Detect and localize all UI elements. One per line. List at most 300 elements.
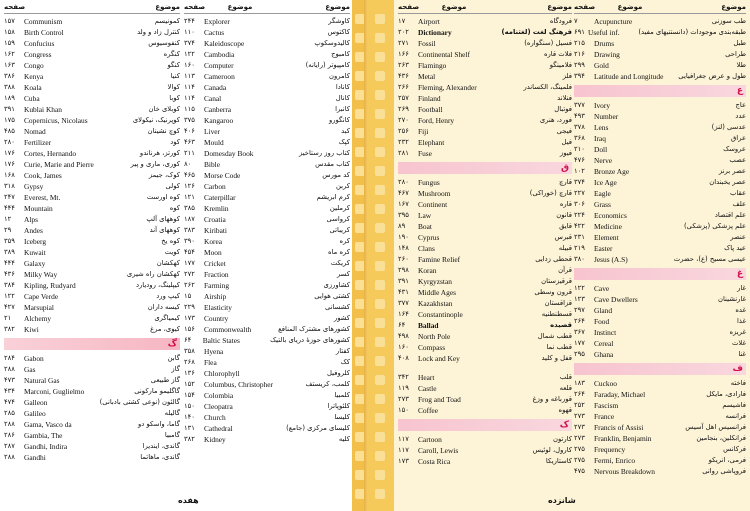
topic-english: Ballad	[418, 321, 439, 330]
topic-english: Kaleidoscope	[204, 39, 245, 48]
index-row	[4, 302, 180, 313]
index-row	[398, 394, 572, 405]
page-number: ۲۱۹	[574, 244, 585, 252]
topic-persian: قحطی زدایی	[535, 255, 572, 263]
topic-english: Lens	[594, 123, 609, 132]
topic-english: Carbon	[204, 182, 226, 191]
header-topic: موضوع	[547, 3, 572, 11]
topic-persian: طراحی	[725, 50, 746, 58]
topic-persian: گالیله	[164, 409, 180, 417]
topic-persian: فرهنگ لغت (لغتنامه)	[501, 28, 572, 36]
index-row	[574, 188, 746, 199]
topic-english: Explorer	[204, 17, 230, 26]
page-number: ۲۷۳	[574, 412, 585, 420]
index-row	[574, 122, 746, 133]
topic-english: Number	[594, 112, 619, 121]
topic-persian: کوک، جیمز	[148, 171, 180, 179]
topic-persian: کنترل زاد و ولد	[137, 28, 180, 36]
column-header	[398, 2, 572, 14]
topic-english: Cartoon	[418, 435, 442, 444]
topic-persian: کهکشان	[156, 259, 180, 267]
topic-english: Useful inf.	[588, 28, 620, 37]
index-row	[4, 192, 180, 203]
index-row	[398, 342, 572, 353]
topic-english: Castle	[418, 384, 437, 393]
page-number: ۳۸۵	[184, 204, 195, 212]
topic-persian: علم اقتصاد	[714, 211, 746, 219]
topic-english: Gas	[24, 365, 36, 374]
index-row	[398, 243, 572, 254]
topic-persian: کلمب، کریستف	[305, 380, 350, 388]
page-number: ۲۶۴	[574, 317, 585, 325]
index-row	[4, 82, 180, 93]
page-number: ۸۹	[398, 222, 406, 230]
topic-persian: کلروفیل	[327, 369, 350, 377]
topic-persian: کره ماه	[328, 248, 350, 256]
page-number: ۳۰۶	[574, 200, 585, 208]
topic-persian: کرم ابریشم	[316, 193, 350, 201]
topic-persian: قطب شمال	[537, 332, 572, 340]
index-row	[574, 349, 746, 360]
topic-persian: کاکتوس	[327, 28, 350, 36]
topic-english: Kidney	[204, 435, 226, 444]
index-row	[184, 346, 350, 357]
topic-english: Moon	[204, 248, 222, 257]
page-number: ۲۹۷	[574, 306, 585, 314]
decor-square	[375, 394, 385, 404]
decor-square	[375, 90, 385, 100]
page-number: ۴۷۳	[4, 376, 15, 384]
section-letter-fa: ف	[574, 363, 746, 375]
topic-persian: کنگو	[167, 61, 180, 69]
index-row	[574, 283, 746, 294]
index-row	[184, 214, 350, 225]
header-topic: موضوع	[325, 3, 350, 11]
topic-english: Cereal	[594, 339, 614, 348]
index-column-left-inner	[184, 2, 350, 445]
topic-persian: قبیله	[558, 244, 572, 252]
header-topic-en: موضوع	[227, 3, 253, 11]
index-row	[184, 137, 350, 148]
page-number: ۲۸۰	[4, 138, 15, 146]
page-number: ۴۹۳	[574, 112, 585, 120]
page-number: ۱۵۴	[184, 391, 195, 399]
decor-square	[375, 185, 385, 195]
topic-english: Caterpillar	[204, 193, 236, 202]
topic-english: Natural Gas	[24, 376, 60, 385]
topic-english: Galleon	[24, 398, 48, 407]
column-header	[4, 2, 180, 14]
page-number: ۱۱۴	[184, 94, 195, 102]
page-number: ۱۵۷	[4, 17, 15, 25]
page-number: ۱۵۶	[184, 325, 195, 333]
page-number: ۱۵۸	[4, 28, 15, 36]
decor-square	[375, 280, 385, 290]
header-topic: موضوع	[721, 3, 746, 11]
index-row	[4, 353, 180, 364]
index-row	[398, 16, 572, 27]
topic-english: Cyprus	[418, 233, 440, 242]
page-number: ۲۷۵	[574, 456, 585, 464]
topic-persian: عید پاک	[724, 244, 746, 252]
topic-persian: قانون	[556, 211, 572, 219]
topic-persian: گاگلیمو مارکونی	[134, 387, 180, 395]
topic-english: Frog and Toad	[418, 395, 461, 404]
topic-english: Eagle	[594, 189, 611, 198]
index-row	[184, 401, 350, 412]
page-number: ۳۹۱	[4, 105, 15, 113]
index-row	[4, 203, 180, 214]
topic-persian: کلیسا	[334, 413, 350, 421]
topic-english: Morse Code	[204, 171, 241, 180]
topic-persian: فیجی	[556, 127, 572, 135]
topic-english: Baltic States	[202, 336, 240, 345]
page-number: ۳۸۰	[574, 255, 585, 263]
topic-persian: کشورهای مشترک المنافع	[278, 325, 350, 333]
topic-persian: گاندی، ماهاتما	[140, 453, 180, 461]
index-row	[184, 115, 350, 126]
topic-english: Gypsy	[24, 182, 44, 191]
index-row	[398, 276, 572, 287]
page-number: ۲۵۷	[398, 94, 409, 102]
topic-persian: قطب نما	[546, 343, 572, 351]
index-row	[184, 390, 350, 401]
index-row	[4, 313, 180, 324]
index-row	[574, 389, 746, 400]
page-number: ۲۱	[4, 314, 12, 322]
index-row	[184, 302, 350, 313]
page-number: ۳۷۴	[574, 178, 585, 186]
topic-persian: عروسک	[723, 145, 746, 153]
page-number: ۱۱۷	[398, 446, 409, 454]
index-row	[398, 445, 572, 456]
page-number: ۱۸۷	[184, 215, 195, 223]
index-row	[4, 60, 180, 71]
page-number: ۱۲۲	[184, 50, 195, 58]
topic-english: Copernicus, Nicolaus	[24, 116, 88, 125]
topic-persian: عدد	[735, 112, 746, 120]
index-row	[398, 456, 572, 467]
index-row	[574, 27, 746, 38]
page-number: ۴۰۶	[184, 127, 195, 135]
page-number: ۳۸۶	[4, 72, 15, 80]
topic-persian: عصر یخبندان	[709, 178, 746, 186]
page-number: ۲۱۱	[184, 149, 195, 157]
index-row	[398, 210, 572, 221]
header-topic: موضوع	[155, 3, 180, 11]
topic-persian: فلمینگ، الکساندر	[523, 83, 572, 91]
page-number: ۲۸۵	[4, 409, 15, 417]
index-row	[398, 177, 572, 188]
topic-english: Dictionary	[418, 28, 452, 37]
topic-english: Canal	[204, 94, 222, 103]
page-number: ۱۷۷	[184, 259, 195, 267]
topic-persian: کوبلای خان	[148, 105, 180, 113]
index-row	[574, 378, 746, 389]
topic-persian: قفل و کلید	[541, 354, 572, 362]
topic-english: Lock and Key	[418, 354, 460, 363]
page-number: ۱۵۹	[4, 39, 15, 47]
topic-english: Canada	[204, 83, 227, 92]
topic-english: Communism	[24, 17, 63, 26]
topic-persian: کانبرا	[335, 105, 350, 113]
page-number: ۲۸۴	[4, 354, 15, 362]
topic-persian: کارتون	[553, 435, 572, 443]
page-number: ۴۷۵	[574, 467, 585, 475]
decor-square	[375, 242, 385, 252]
topic-english: Church	[204, 413, 226, 422]
page-number: ۱۵۰	[184, 402, 195, 410]
index-row	[4, 291, 180, 302]
topic-english: Iraq	[594, 134, 606, 143]
topic-persian: کورتز، هرناندو	[139, 149, 180, 157]
index-row	[574, 316, 746, 327]
page-number: ۲۵۲	[574, 401, 585, 409]
topic-english: Marsupial	[24, 303, 54, 312]
index-row	[574, 111, 746, 122]
page-number: ۲۶۳	[398, 61, 409, 69]
topic-english: Alps	[24, 215, 38, 224]
page-number: ۳۵۹	[4, 237, 15, 245]
page-number: ۱۵	[184, 292, 192, 300]
index-row	[4, 170, 180, 181]
topic-persian: فرمی، انریکو	[708, 456, 746, 464]
topic-persian: قورباغه و وزغ	[532, 395, 572, 403]
page-number: ۲۹۸	[398, 266, 409, 274]
page-number: ۳۵۸	[184, 347, 195, 355]
index-row	[398, 405, 572, 416]
page-number: ۱۴۰	[184, 413, 195, 421]
index-row	[574, 221, 746, 232]
topic-persian: کوالا	[167, 83, 180, 91]
page-number: ۱۲	[4, 215, 12, 223]
topic-english: Ghana	[594, 350, 614, 359]
index-row	[184, 236, 350, 247]
topic-persian: کامرون	[329, 72, 350, 80]
topic-persian: کوه یخ	[161, 237, 180, 245]
topic-english: Coffee	[418, 406, 438, 415]
index-row	[398, 82, 572, 93]
topic-persian: قایق	[559, 222, 572, 230]
page-number: ۳۸۳	[184, 226, 195, 234]
topic-persian: طبقه‌بندی موجودات (دانستنیهای مفید)	[638, 28, 746, 36]
index-row	[4, 397, 180, 408]
topic-persian: کربن	[335, 182, 350, 190]
page-number: ۱۲۶	[184, 182, 195, 190]
page-number: ۳۸۲	[184, 435, 195, 443]
index-row	[184, 192, 350, 203]
topic-english: Doll	[594, 145, 608, 154]
topic-english: Fascism	[594, 401, 619, 410]
topic-persian: طب سوزنی	[711, 17, 746, 25]
topic-persian: کویت	[164, 248, 180, 256]
page-number: ۲۱۰	[574, 145, 585, 153]
topic-english: Football	[418, 105, 443, 114]
topic-english: Farming	[204, 281, 230, 290]
page-number: ۱۷۷	[574, 339, 585, 347]
index-row	[4, 126, 180, 137]
header-topic-en: موضوع	[441, 3, 467, 11]
topic-persian: کوری، ماری و پیر	[130, 160, 180, 168]
topic-persian: گاز	[171, 365, 180, 373]
topic-persian: کاوشگر	[328, 17, 350, 25]
header-page: صفحه	[398, 3, 420, 11]
topic-english: Cook, James	[24, 171, 62, 180]
topic-persian: غار	[737, 284, 746, 292]
index-row	[398, 434, 572, 445]
header-topic-en: موضوع	[617, 3, 643, 11]
page-number: ۱۱۹	[398, 384, 409, 392]
section-letter-kaf: ک	[398, 419, 572, 431]
topic-persian: کانگورو	[328, 116, 350, 124]
page-number: ۳۹۵	[398, 211, 409, 219]
topic-persian: کوپرنیک، نیکولای	[132, 116, 180, 124]
topic-english: Nerve	[594, 156, 613, 165]
topic-persian: غنا	[738, 350, 746, 358]
index-row	[184, 159, 350, 170]
page-number: ۴۳۶	[4, 270, 15, 278]
topic-english: Confucius	[24, 39, 55, 48]
page-number: ۱۶۴	[398, 310, 409, 318]
topic-persian: کوچ نشینان	[147, 127, 180, 135]
topic-english: Iceberg	[24, 237, 47, 246]
page-number: ۱۱۳	[184, 72, 195, 80]
topic-persian: کوههای آلپ	[146, 215, 180, 223]
topic-persian: قلعه	[559, 384, 572, 392]
topic-persian: فرکانس	[723, 445, 746, 453]
topic-english: Kazakhstan	[418, 299, 453, 308]
topic-english: Everest, Mt.	[24, 193, 61, 202]
index-row	[574, 254, 746, 265]
page-number: ۴۳۶	[398, 72, 409, 80]
page-number: ۲۹۹	[574, 61, 585, 69]
topic-english: Kangaroo	[204, 116, 234, 125]
topic-persian: قاره	[559, 200, 572, 208]
page-number: ۴۰۸	[398, 354, 409, 362]
topic-english: Middle Ages	[418, 288, 456, 297]
index-row	[184, 225, 350, 236]
index-row	[184, 60, 350, 71]
topic-english: Gold	[594, 61, 609, 70]
page-number: ۱۷	[398, 17, 406, 25]
page-number: ۲۷۱	[398, 39, 409, 47]
page-number: ۳۷۷	[574, 101, 585, 109]
topic-persian: فلامینگو	[549, 61, 572, 69]
index-row	[574, 243, 746, 254]
index-row	[574, 166, 746, 177]
page-number: ۲۴۴	[184, 17, 195, 25]
index-row	[184, 203, 350, 214]
topic-persian: کوه	[169, 204, 180, 212]
index-column-right-inner	[398, 2, 572, 467]
topic-english: Kiwi	[24, 325, 39, 334]
page-number: ۱۸۹	[4, 94, 15, 102]
topic-english: Elasticity	[204, 303, 232, 312]
page-number: ۱۱۰	[184, 28, 195, 36]
topic-english: France	[594, 412, 615, 421]
topic-english: Cuckoo	[594, 379, 617, 388]
index-row	[574, 400, 746, 411]
index-row	[398, 265, 572, 276]
topic-english: Cathedral	[204, 424, 233, 433]
index-row	[4, 247, 180, 258]
topic-persian: گابن	[167, 354, 180, 362]
topic-english: Marconi, Guglielmo	[24, 387, 85, 396]
index-row	[4, 441, 180, 452]
page-number: ۳۷۴	[184, 39, 195, 47]
page-number: ۱۲۲	[574, 284, 585, 292]
index-row	[574, 422, 746, 433]
page-number: ۴۳۱	[398, 288, 409, 296]
index-row	[574, 411, 746, 422]
topic-english: Cave Dwellers	[594, 295, 638, 304]
decorative-margin-strip	[368, 0, 394, 511]
topic-english: Birth Control	[24, 28, 64, 37]
index-row	[4, 181, 180, 192]
page-number: ۴۹۸	[398, 332, 409, 340]
page-number: ۱۳۶	[184, 369, 195, 377]
index-row	[398, 287, 572, 298]
topic-english: Elephant	[418, 138, 445, 147]
index-row	[398, 93, 572, 104]
index-row	[4, 258, 180, 269]
index-row	[398, 331, 572, 342]
topic-persian: عقاب	[730, 189, 746, 197]
page-number: ۴۶۳	[184, 138, 195, 146]
topic-persian: قهوه	[558, 406, 572, 414]
page-number: ۱۷۳	[184, 314, 195, 322]
topic-persian: غارنشینان	[717, 295, 746, 303]
topic-english: Chlorophyll	[204, 369, 240, 378]
topic-english: Continental Shelf	[418, 50, 470, 59]
topic-english: Costa Rica	[418, 457, 451, 466]
topic-persian: غریزه	[729, 328, 746, 336]
topic-english: Computer	[204, 61, 234, 70]
page-number: ۶۴	[398, 321, 406, 329]
index-row	[4, 214, 180, 225]
topic-persian: فاخته	[730, 379, 746, 387]
index-row	[574, 199, 746, 210]
topic-english: Colombia	[204, 391, 234, 400]
page-number: ۱۱۵	[184, 105, 195, 113]
topic-persian: کشسانی	[325, 303, 350, 311]
index-row	[398, 38, 572, 49]
topic-persian: کد مورس	[322, 171, 350, 179]
topic-english: Cape Verde	[24, 292, 59, 301]
index-row	[184, 357, 350, 368]
page-number: ۲۳۲	[398, 138, 409, 146]
topic-persian: کلیسای مرکزی (جامع)	[286, 424, 350, 432]
index-row	[574, 177, 746, 188]
topic-persian: علف	[732, 200, 746, 208]
index-row	[574, 210, 746, 221]
topic-persian: علم پزشکی (پزشکی)	[684, 222, 746, 230]
index-row	[184, 335, 350, 346]
page-number: ۲۲۷	[574, 189, 585, 197]
topic-persian: کتاب مقدس	[315, 160, 350, 168]
topic-english: Cleopatra	[204, 402, 233, 411]
page-number: ۲۰۲	[398, 28, 409, 36]
topic-english: Continent	[418, 200, 448, 209]
page-number: ۱۶۲	[4, 50, 15, 58]
page-number: ۳۴۲	[398, 373, 409, 381]
index-row	[574, 327, 746, 338]
topic-persian: کشورهای حوزهٔ دریای بالتیک	[270, 336, 350, 344]
topic-persian: غلات	[731, 339, 746, 347]
topic-persian: کفتار	[335, 347, 350, 355]
page-folio: هفده	[178, 496, 199, 505]
topic-persian: فوتبال	[554, 105, 572, 113]
